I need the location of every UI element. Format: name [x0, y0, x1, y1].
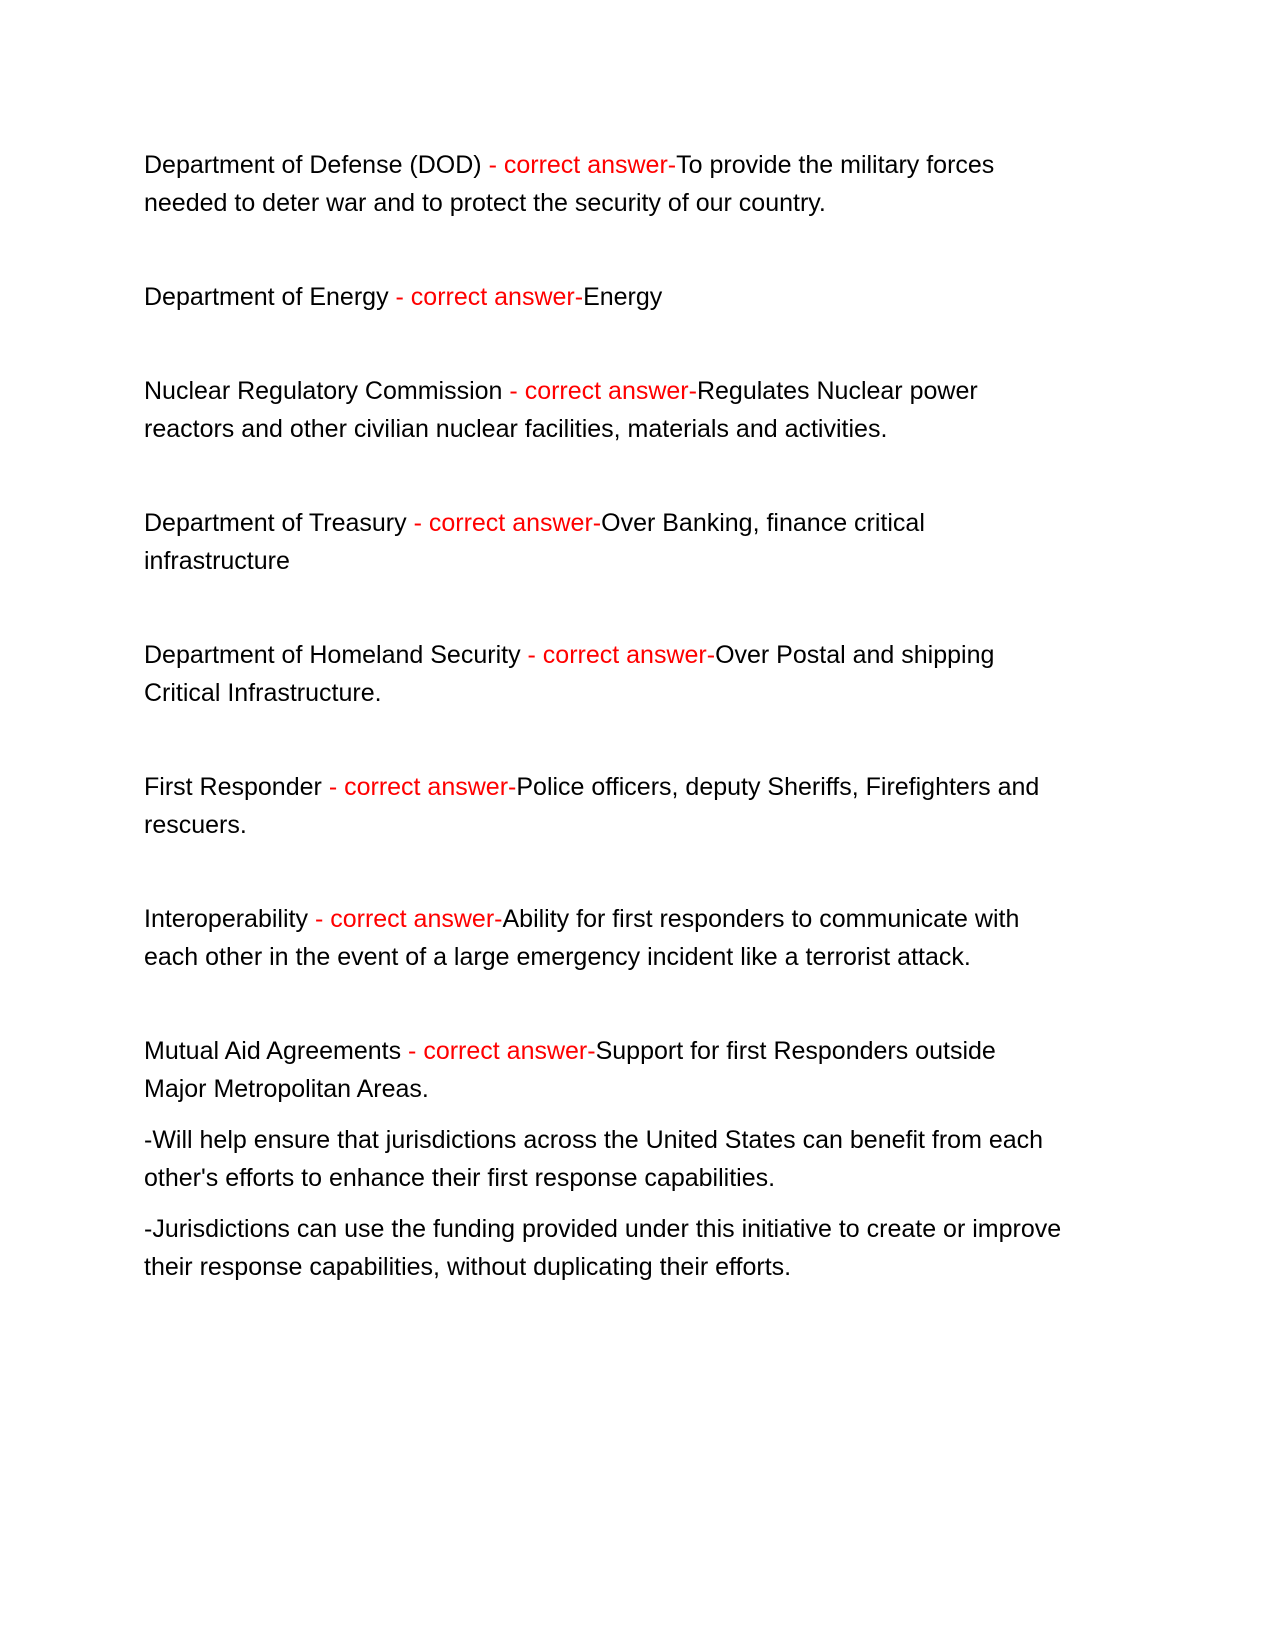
term-text: Department of Treasury [144, 509, 407, 537]
qa-paragraph [144, 636, 1064, 712]
qa-entry [144, 278, 1064, 316]
answer-text: To provide the military forces needed to deter war and to protect the security of our country. [144, 151, 995, 217]
answer-text: Support for first Responders outside Major Metropolitan Areas. [144, 1037, 996, 1103]
qa-entry [144, 146, 1064, 222]
qa-entry [144, 900, 1064, 976]
term-text: Mutual Aid Agreements [144, 1037, 402, 1065]
qa-entry [144, 1032, 1064, 1286]
answer-text: Over Banking, finance critical infrastructure [144, 509, 925, 575]
qa-entry [144, 636, 1064, 712]
document-content [144, 146, 1064, 1286]
term-text: Department of Energy [144, 283, 389, 311]
correct-answer-marker: - correct answer- [328, 773, 517, 801]
qa-paragraph [144, 768, 1064, 844]
note-text: -Will help ensure that jurisdictions across the United States can benefit from each other's efforts to enhance their first response capabilities. [144, 1126, 1044, 1192]
answer-text: Police officers, deputy Sheriffs, Firefighters and rescuers. [144, 773, 1040, 839]
correct-answer-marker: - correct answer- [314, 905, 503, 933]
note-paragraph [144, 1210, 1064, 1286]
qa-entry [144, 372, 1064, 448]
correct-answer-marker: - correct answer- [395, 283, 584, 311]
term-text: First Responder [144, 773, 322, 801]
note-paragraph [144, 1121, 1064, 1197]
qa-paragraph [144, 146, 1064, 222]
answer-text: Over Postal and shipping Critical Infrastructure. [144, 641, 995, 707]
correct-answer-marker: - correct answer- [488, 151, 677, 179]
term-text: Interoperability [144, 905, 308, 933]
note-text: -Jurisdictions can use the funding provided under this initiative to create or improve their response capabilities, without duplicating their efforts. [144, 1215, 1062, 1281]
qa-entry [144, 768, 1064, 844]
term-text: Nuclear Regulatory Commission [144, 377, 503, 405]
term-text: Department of Homeland Security [144, 641, 521, 669]
correct-answer-marker: - correct answer- [527, 641, 716, 669]
qa-paragraph [144, 900, 1064, 976]
qa-entry [144, 504, 1064, 580]
qa-paragraph [144, 372, 1064, 448]
correct-answer-marker: - correct answer- [413, 509, 602, 537]
answer-text: Regulates Nuclear power reactors and other civilian nuclear facilities, materials and activities. [144, 377, 978, 443]
correct-answer-marker: - correct answer- [509, 377, 697, 405]
correct-answer-marker: - correct answer- [408, 1037, 596, 1065]
answer-text: Energy [583, 283, 663, 311]
qa-paragraph [144, 504, 1064, 580]
term-text: Department of Defense (DOD) [144, 151, 482, 179]
answer-text: Ability for first responders to communicate with each other in the event of a large emergency incident like a terrorist attack. [144, 905, 1020, 971]
qa-paragraph [144, 278, 1064, 316]
qa-paragraph [144, 1032, 1064, 1108]
